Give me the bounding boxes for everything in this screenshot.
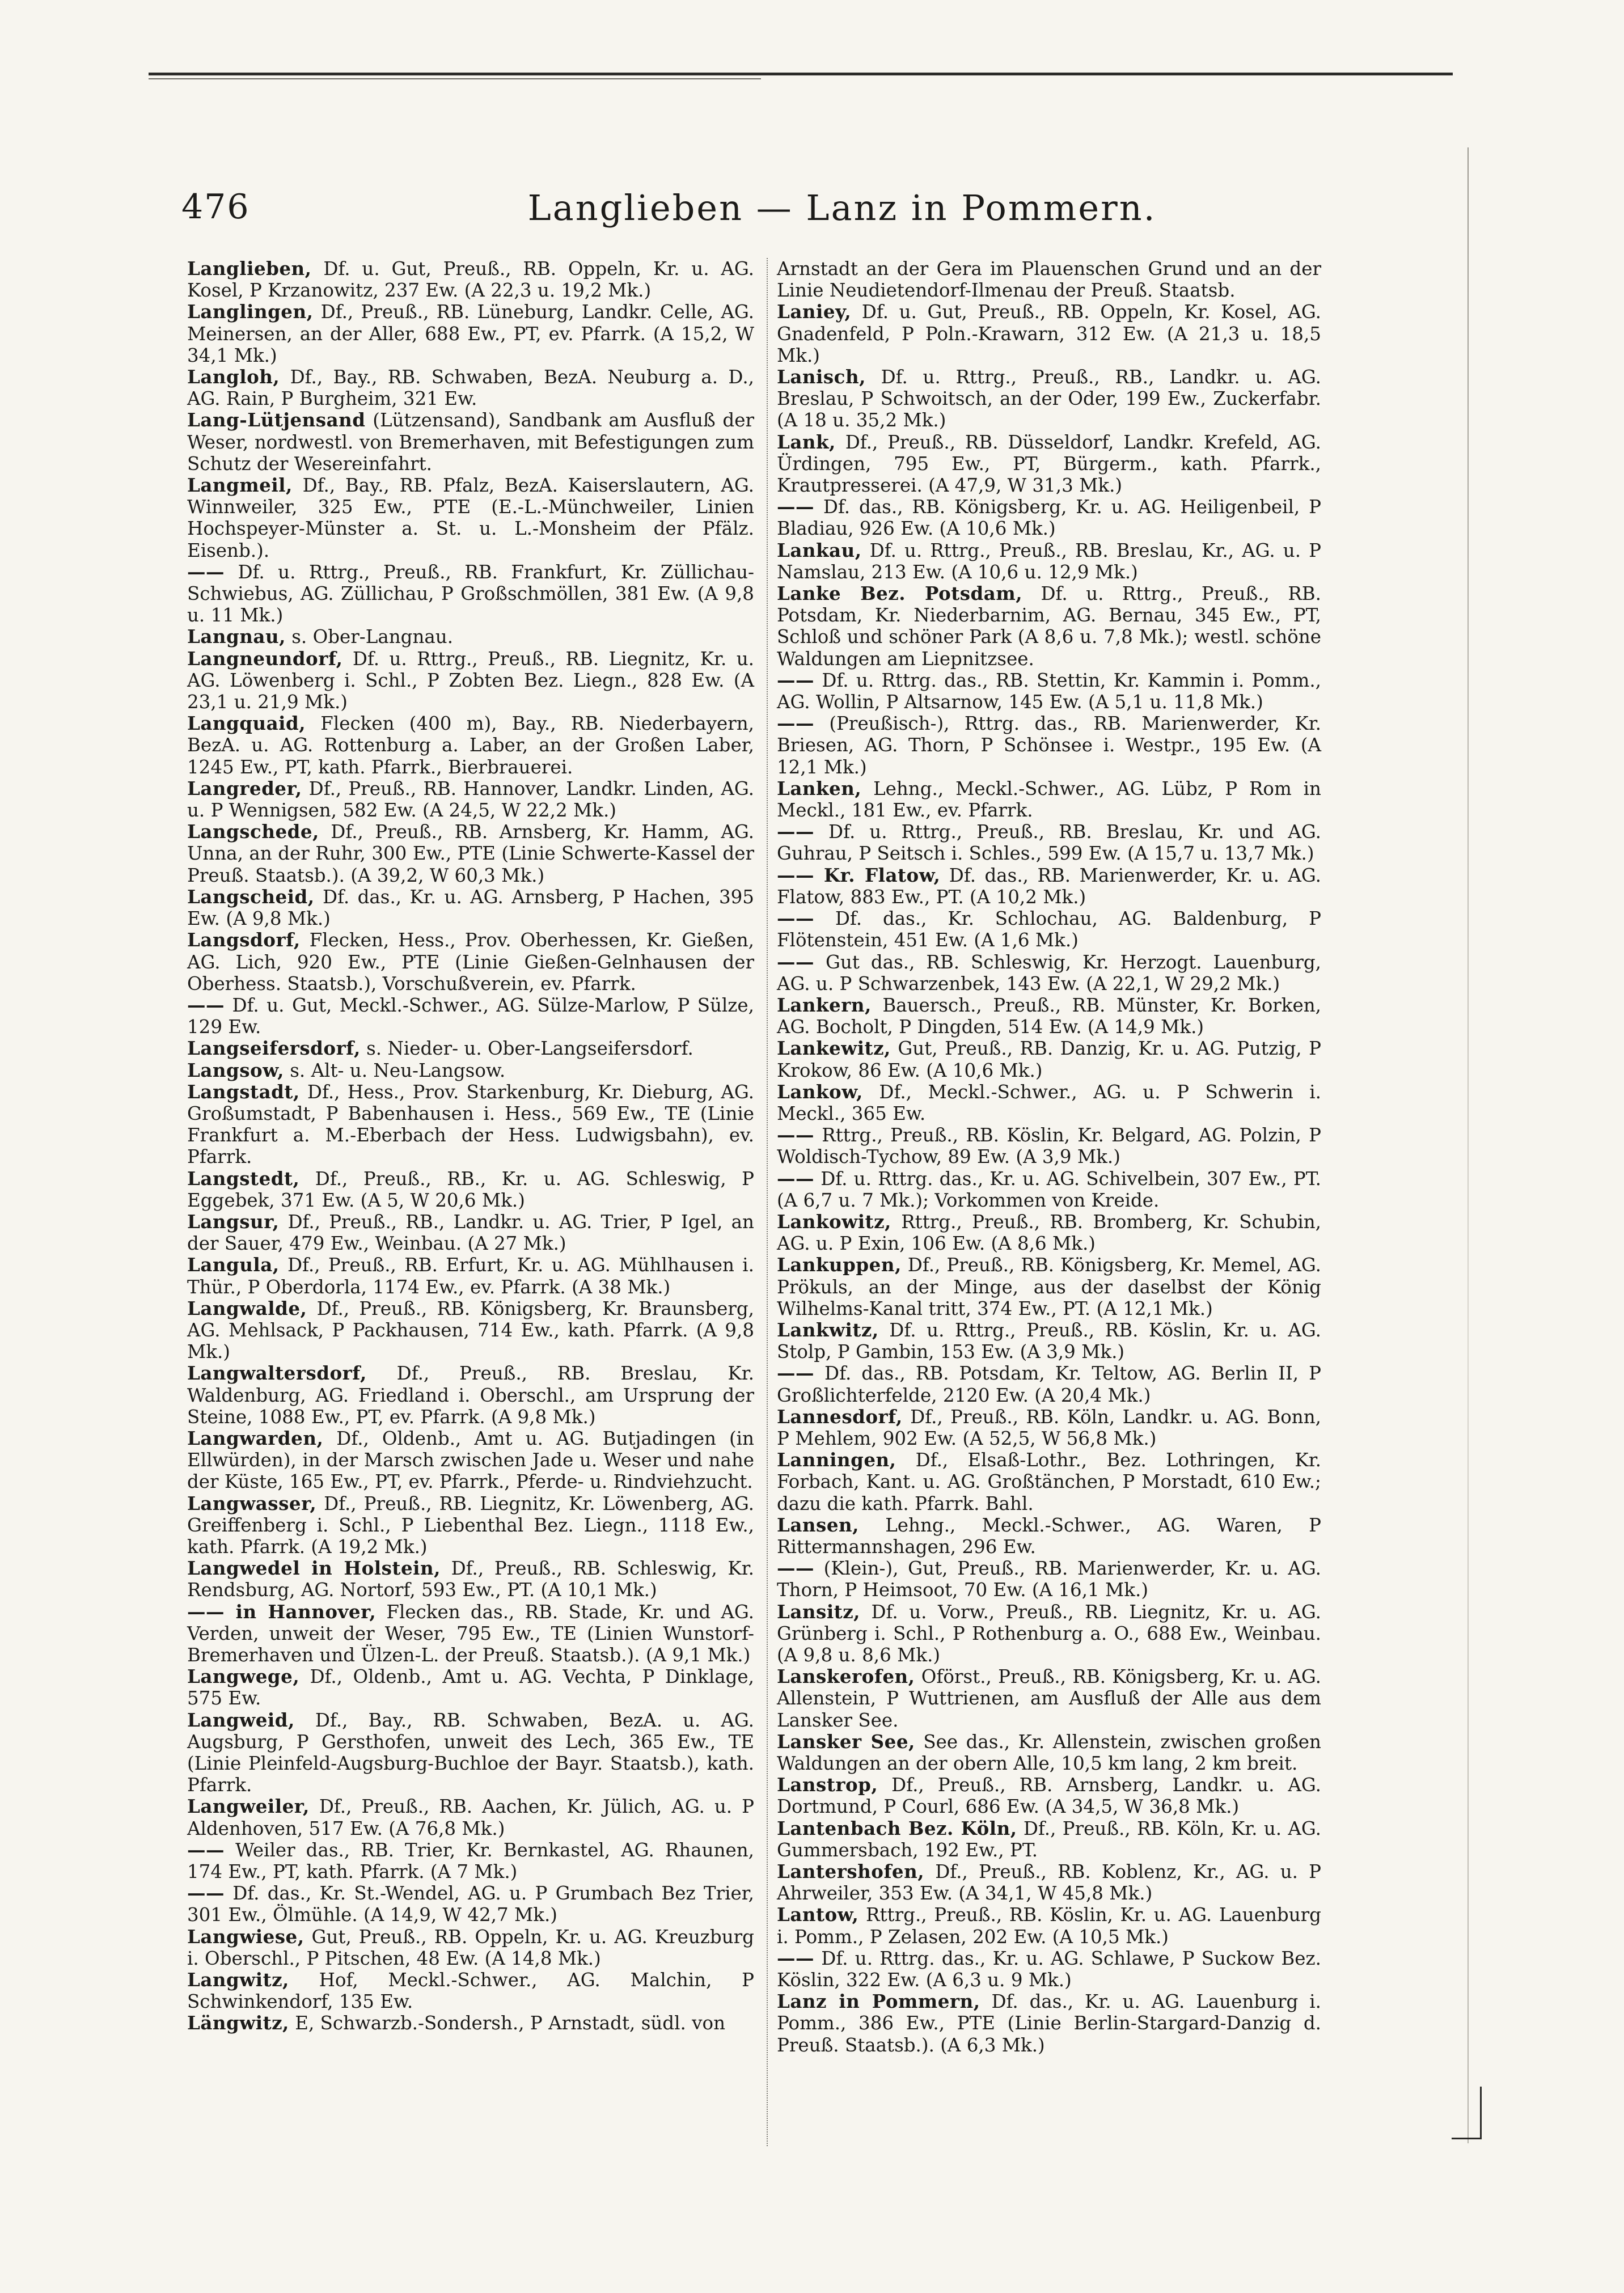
gazetteer-entry: [777, 1774, 1321, 1817]
gazetteer-entry: [187, 1666, 754, 1709]
entry-headword: Langweid,: [187, 1708, 295, 1731]
entry-text: Df. u. Rttrg., Preuß., RB. Liegnitz, Kr. u. AG. Löwenberg i. Schl., P Zobten Bez. Liegn., 828 Ew. (A 23,1 u. 21,9 Mk.): [187, 648, 754, 713]
gazetteer-entry: [777, 1363, 1321, 1406]
page-header: [181, 187, 1503, 232]
entry-headword: Langneundorf,: [187, 647, 343, 670]
gazetteer-entry: [187, 1839, 754, 1882]
entry-headword: Lanstrop,: [777, 1774, 878, 1796]
entry-text: Df., Preuß., RB. Aachen, Kr. Jülich, AG. u. P Aldenhoven, 517 Ew. (A 76,8 Mk.): [187, 1796, 754, 1839]
gazetteer-entry: [187, 1710, 754, 1796]
entry-text: Hof, Meckl.-Schwer., AG. Malchin, P Schwinkendorf, 135 Ew.: [187, 1969, 754, 2013]
entry-headword: Langlingen,: [187, 301, 314, 323]
top-rule-thin: [149, 78, 761, 79]
gazetteer-entry: [777, 1319, 1321, 1363]
entry-headword: Lanningen,: [777, 1449, 896, 1471]
entry-text: Flecken (400 m), Bay., RB. Niederbayern, BezA. u. AG. Rottenburg a. Laber, an der Großen Laber, 1245 Ew., PT, kath. Pfarrk., Bierbrauerei.: [187, 713, 754, 778]
gazetteer-entry: [187, 561, 754, 627]
entry-text: Df. u. Rttrg., Preuß., RB. Breslau, Kr. und AG. Guhrau, P Seitsch i. Schles., 599 Ew. (A 15,7 u. 13,7 Mk.): [777, 821, 1321, 865]
gazetteer-entry: [187, 1363, 754, 1428]
entry-text: Df., Preuß., RB. Arnsberg, Landkr. u. AG. Dortmund, P Courl, 686 Ew. (A 34,5, W 36,8 Mk.): [777, 1774, 1321, 1818]
entry-headword: Langlieben,: [187, 257, 312, 280]
top-rule: [149, 73, 1453, 75]
entry-headword: Langwitz,: [187, 1969, 289, 1991]
entry-text: Df., Preuß., RB. Hannover, Landkr. Linden, AG. u. P Wennigsen, 582 Ew. (A 24,5, W 22,2 Mk.): [187, 777, 754, 822]
entry-headword: Lanke Bez. Potsdam,: [777, 582, 1023, 605]
gazetteer-entry: [187, 366, 754, 409]
gazetteer-entry: [777, 1406, 1321, 1449]
entry-text: Df. das., RB. Königsberg, Kr. u. AG. Heiligenbeil, P Bladiau, 926 Ew. (A 10,6 Mk.): [777, 496, 1321, 540]
entry-headword: ——: [777, 712, 814, 735]
entry-text: Df. das., Kr. Schlochau, AG. Baldenburg, P Flötenstein, 451 Ew. (A 1,6 Mk.): [777, 908, 1321, 951]
gazetteer-entry: [187, 886, 754, 929]
entry-headword: Lantenbach Bez. Köln,: [777, 1817, 1017, 1839]
gazetteer-entry: [777, 1991, 1321, 2056]
gazetteer-entry: [777, 540, 1321, 583]
gazetteer-entry: [777, 1449, 1321, 1514]
entry-headword: Lankow,: [777, 1080, 863, 1103]
gazetteer-entry: [777, 366, 1321, 431]
entry-headword: Lantow,: [777, 1903, 859, 1926]
gazetteer-entry: [187, 2012, 754, 2034]
gazetteer-entry: [187, 1168, 754, 1211]
gazetteer-entry: [777, 1818, 1321, 1861]
entry-headword: Langweiler,: [187, 1795, 310, 1818]
entry-text: Df. das., Kr. u. AG. Lauenburg i. Pomm., 386 Ew., PTE (Linie Berlin-Stargard-Danzig d. Preuß. Staatsb.). (A 6,3 Mk.): [777, 1991, 1321, 2056]
gazetteer-entry: [187, 1298, 754, 1363]
entry-headword: Lankern,: [777, 993, 872, 1016]
gazetteer-entry: [187, 648, 754, 713]
entry-text: Df. u. Gut, Meckl.-Schwer., AG. Sülze-Marlow, P Sülze, 129 Ew.: [187, 994, 754, 1038]
entry-headword: Langwalde,: [187, 1297, 307, 1319]
gazetteer-entry: [777, 1666, 1321, 1731]
entry-headword: ——: [777, 950, 814, 973]
entry-text: Df. u. Gut, Preuß., RB. Oppeln, Kr. Kosel, AG. Gnadenfeld, P Poln.-Krawarn, 312 Ew. (A 21,3 u. 18,5 Mk.): [777, 301, 1321, 366]
entry-headword: Laniey,: [777, 301, 852, 323]
gazetteer-entry: [777, 865, 1321, 908]
gazetteer-entry: [777, 995, 1321, 1038]
entry-headword: ——: [777, 907, 814, 930]
gazetteer-entry: [777, 431, 1321, 497]
entry-text: Gut, Preuß., RB. Oppeln, Kr. u. AG. Kreuzburg i. Oberschl., P Pitschen, 48 Ew. (A 14,8 Mk.): [187, 1926, 754, 1969]
entry-headword: Langscheid,: [187, 885, 315, 908]
entry-text: Df., Bay., RB. Pfalz, BezA. Kaiserslautern, AG. Winnweiler, 325 Ew., PTE (E.-L.-Münchweiler, Linien Hochspeyer-Münster a. St. u. L.-Monsheim der Pfälz. Eisenb.).: [187, 475, 754, 561]
entry-headword: Lansker See,: [777, 1730, 915, 1753]
entry-text: Df., Bay., RB. Schwaben, BezA. u. AG. Augsburg, P Gersthofen, unweit des Lech, 365 Ew., TE (Linie Pleinfeld-Augsburg-Buchloe der Bayr. Staatsb.), kath. Pfarrk.: [187, 1709, 754, 1796]
entry-text: Gut das., RB. Schleswig, Kr. Herzogt. Lauenburg, AG. u. P Schwarzenbek, 143 Ew. (A 22,1, W 29,2 Mk.): [777, 951, 1321, 995]
entry-text: Df., Meckl.-Schwer., AG. u. P Schwerin i. Meckl., 365 Ew.: [777, 1081, 1321, 1124]
entry-headword: Längwitz,: [187, 2012, 289, 2034]
entry-text: Flecken, Hess., Prov. Oberhessen, Kr. Gießen, AG. Lich, 920 Ew., PTE (Linie Gießen-Gelnhausen der Oberhess. Staatsb.), Vorschußverein, ev. Pfarrk.: [187, 929, 754, 995]
entry-text: Df., Preuß., RB. Köln, Kr. u. AG. Gummersbach, 192 Ew., PT.: [777, 1817, 1321, 1861]
entry-text: Oförst., Preuß., RB. Königsberg, Kr. u. AG. Allenstein, P Wuttrienen, am Ausfluß der Alle aus dem Lansker See.: [777, 1666, 1321, 1731]
entry-headword: Lantershofen,: [777, 1860, 925, 1883]
entry-headword: Lankuppen,: [777, 1254, 902, 1276]
entry-headword: Lanisch,: [777, 366, 866, 388]
entry-headword: Langwasser,: [187, 1492, 317, 1514]
entry-text: Df. u. Vorw., Preuß., RB. Liegnitz, Kr. u. AG. Grünberg i. Schl., P Rothenburg a. O., 688 Ew., Weinbau. (A 9,8 u. 8,6 Mk.): [777, 1601, 1321, 1666]
entry-headword: ——: [777, 1947, 814, 1969]
entry-headword: Langseifersdorf,: [187, 1037, 361, 1060]
gazetteer-entry: [187, 409, 754, 475]
gazetteer-entry: [777, 1861, 1321, 1904]
entry-text: Df. das., RB. Potsdam, Kr. Teltow, AG. Berlin II, P Großlichterfelde, 2120 Ew. (A 20,4 Mk.): [777, 1363, 1321, 1406]
page-corner-mark: [1452, 2087, 1482, 2139]
gazetteer-entry: [187, 1060, 754, 1081]
gazetteer-entry: [777, 670, 1321, 713]
entry-headword: ——: [777, 1362, 814, 1385]
entry-text: Flecken das., RB. Stade, Kr. und AG. Verden, unweit der Weser, 795 Ew., TE (Linien Wunstorf-Bremerhaven und Ülzen-L. der Preuß. Staatsb.). (A 9,1 Mk.): [187, 1601, 754, 1666]
gazetteer-entry: [777, 1254, 1321, 1319]
gazetteer-entry: [187, 1038, 754, 1059]
entry-headword: Lanskerofen,: [777, 1665, 915, 1688]
entry-text: Df., Oldenb., Amt u. AG. Butjadingen (in Ellwürden), in der Marsch zwischen Jade u. Weser und nahe der Küste, 165 Ew., PT, ev. Pfarrk., Pferde- u. Rindviehzucht.: [187, 1427, 754, 1493]
gazetteer-entry: [777, 1168, 1321, 1211]
gazetteer-entry: [187, 1254, 754, 1297]
entry-text: Df., Preuß., RB. Schleswig, Kr. Rendsburg, AG. Nortorf, 593 Ew., PT. (A 10,1 Mk.): [187, 1558, 755, 1601]
entry-text: Arnstadt an der Gera im Plauenschen Grund und an der Linie Neudietendorf-Ilmenau der Preuß. Staatsb.: [777, 258, 1321, 302]
gazetteer-entry: [187, 475, 754, 561]
gazetteer-entry: [187, 1796, 754, 1839]
entry-text: Df., Preuß., RB. Köln, Landkr. u. AG. Bonn, P Mehlem, 902 Ew. (A 52,5, W 56,8 Mk.): [777, 1406, 1321, 1449]
entry-headword: Langwiese,: [187, 1925, 304, 1948]
gazetteer-entry: [777, 1904, 1321, 1947]
entry-text: Df. u. Rttrg., Preuß., RB. Potsdam, Kr. Niederbarnim, AG. Bernau, 345 Ew., PT, Schloß und schöner Park (A 8,6 u. 7,8 Mk.); westl. schöne Waldungen am Liepnitzsee.: [777, 583, 1321, 670]
entry-text: Bauersch., Preuß., RB. Münster, Kr. Borken, AG. Bocholt, P Dingden, 514 Ew. (A 14,9 Mk.): [777, 994, 1321, 1038]
gazetteer-entry: [777, 951, 1321, 995]
entry-text: s. Nieder- u. Ober-Langseifersdorf.: [366, 1038, 693, 1060]
entry-headword: Langsow,: [187, 1059, 284, 1081]
gazetteer-entry: [187, 1428, 754, 1493]
gazetteer-entry: [187, 778, 754, 821]
entry-headword: ——: [777, 1167, 814, 1190]
gazetteer-entry: [777, 1124, 1321, 1167]
entry-headword: Langwarden,: [187, 1427, 324, 1449]
entry-text: Gut, Preuß., RB. Danzig, Kr. u. AG. Putzig, P Krokow, 86 Ew. (A 10,6 Mk.): [777, 1038, 1321, 1081]
entry-headword: Lansen,: [777, 1513, 859, 1536]
entry-text: Df., Preuß., RB. Erfurt, Kr. u. AG. Mühlhausen i. Thür., P Oberdorla, 1174 Ew., ev. Pfarrk. (A 38 Mk.): [187, 1254, 754, 1298]
entry-headword: Lankwitz,: [777, 1318, 879, 1341]
entry-headword: ——: [777, 1557, 814, 1580]
entry-text: Df. das., RB. Marienwerder, Kr. u. AG. Flatow, 883 Ew., PT. (A 10,2 Mk.): [777, 864, 1321, 908]
entry-text: Df., Preuß., RB. Liegnitz, Kr. Löwenberg, AG. Greiffenberg i. Schl., P Liebenthal Bez. Liegn., 1118 Ew., kath. Pfarrk. (A 19,2 Mk.): [187, 1492, 754, 1558]
entry-text: Df., Preuß., RB. Lüneburg, Landkr. Celle, AG. Meinersen, an der Aller, 688 Ew., PT, ev. Pfarrk. (A 15,2, W 34,1 Mk.): [187, 301, 754, 366]
gazetteer-entry: [777, 583, 1321, 670]
gazetteer-entry: [777, 908, 1321, 951]
gazetteer-entry: [187, 1969, 754, 2012]
entry-text: Df. u. Rttrg., Preuß., RB. Köslin, Kr. u. AG. Stolp, P Gambin, 153 Ew. (A 3,9 Mk.): [777, 1319, 1321, 1363]
gazetteer-entry: [777, 1038, 1321, 1081]
gazetteer-entry: [187, 929, 754, 995]
entry-headword: ——: [777, 820, 814, 843]
gazetteer-entry: [777, 1558, 1321, 1601]
entry-headword: Langwaltersdorf,: [187, 1362, 367, 1385]
gazetteer-entry: [777, 301, 1321, 366]
entry-headword: Lang-Lütjensand: [187, 409, 366, 431]
gazetteer-entry: [187, 1601, 754, 1666]
entry-text: E, Schwarzb.-Sondersh., P Arnstadt, südl. von: [295, 2012, 726, 2034]
gazetteer-entry: [187, 1558, 754, 1601]
gazetteer-entry: [777, 496, 1321, 539]
entry-text: Df. u. Rttrg. das., Kr. u. AG. Schivelbein, 307 Ew., PT. (A 6,7 u. 7 Mk.); Vorkommen von Kreide.: [777, 1167, 1321, 1211]
entry-headword: Langula,: [187, 1254, 280, 1276]
page-number: 476: [181, 187, 250, 227]
gazetteer-entry: [187, 995, 754, 1038]
entry-text: Df., Hess., Prov. Starkenburg, Kr. Dieburg, AG. Großumstadt, P Babenhausen i. Hess., 569 Ew., TE (Linie Frankfurt a. M.-Eberbach der Hess. Ludwigsbahn), ev. Pfarrk.: [187, 1081, 755, 1168]
entry-text: Df. das., Kr. St.-Wendel, AG. u. P Grumbach Bez Trier, 301 Ew., Ölmühle. (A 14,9, W 42,7 Mk.): [187, 1882, 754, 1926]
entry-text: Rttrg., Preuß., RB. Bromberg, Kr. Schubin, AG. u. P Exin, 106 Ew. (A 8,6 Mk.): [777, 1211, 1321, 1255]
entry-headword: Langreder,: [187, 777, 302, 799]
entry-headword: Lanz in Pommern,: [777, 1990, 980, 2013]
gazetteer-entry: [777, 778, 1321, 821]
gazetteer-entry: [777, 1948, 1321, 1991]
column-divider: [767, 258, 768, 2146]
entry-headword: Langstadt,: [187, 1080, 300, 1103]
entry-text: Df. u. Rttrg., Preuß., RB. Frankfurt, Kr. Züllichau-Schwiebus, AG. Züllichau, P Großschmöllen, 381 Ew. (A 9,8 u. 11 Mk.): [187, 561, 754, 627]
entry-headword: Langsur,: [187, 1210, 280, 1233]
entry-text: Df., Preuß., RB. Königsberg, Kr. Memel, AG. Prökuls, an der Minge, aus der daselbst der König Wilhelms-Kanal tritt, 374 Ew., PT. (A 12,1 Mk.): [777, 1254, 1321, 1319]
entry-text: Df., Preuß., RB. Arnsberg, Kr. Hamm, AG. Unna, an der Ruhr, 300 Ew., PTE (Linie Schwerte-Kassel der Preuß. Staatsb.). (A 39,2, W 60,3 Mk.): [187, 821, 754, 886]
entry-headword: Langstedt,: [187, 1167, 300, 1190]
entry-text: (Klein-), Gut, Preuß., RB. Marienwerder, Kr. u. AG. Thorn, P Heimsoot, 70 Ew. (A 16,1 Mk.): [777, 1558, 1321, 1601]
entry-text: s. Alt- u. Neu-Langsow.: [290, 1059, 506, 1081]
entry-text: Df., Preuß., RB. Düsseldorf, Landkr. Krefeld, AG. Ürdingen, 795 Ew., PT, Bürgerm., kath. Pfarrk., Krautpresserei. (A 47,9, W 31,3 Mk.): [777, 431, 1321, 497]
entry-headword: Langmeil,: [187, 474, 293, 497]
entry-headword: Lank,: [777, 430, 836, 453]
entry-text: Rttrg., Preuß., RB. Köslin, Kr. Belgard, AG. Polzin, P Woldisch-Tychow, 89 Ew. (A 3,9 Mk.): [777, 1124, 1321, 1168]
gazetteer-entry: [187, 1081, 754, 1168]
entry-headword: Langwedel in Holstein,: [187, 1557, 441, 1580]
entry-text: Weiler das., RB. Trier, Kr. Bernkastel, AG. Rhaunen, 174 Ew., PT, kath. Pfarrk. (A 7 Mk.): [187, 1839, 754, 1883]
entry-headword: Langnau,: [187, 625, 286, 648]
gazetteer-entry: [777, 821, 1321, 864]
gazetteer-entry: [187, 258, 754, 301]
entry-text: Lehng., Meckl.-Schwer., AG. Lübz, P Rom in Meckl., 181 Ew., ev. Pfarrk.: [777, 777, 1321, 822]
entry-text: (Preußisch-), Rttrg. das., RB. Marienwerder, Kr. Briesen, AG. Thorn, P Schönsee i. Westpr., 195 Ew. (A 12,1 Mk.): [777, 713, 1321, 778]
entry-headword: ——: [777, 1124, 814, 1146]
entry-text: Df. u. Rttrg., Preuß., RB. Breslau, Kr., AG. u. P Namslau, 213 Ew. (A 10,6 u. 12,9 Mk.): [777, 539, 1321, 583]
gazetteer-entry: [187, 1882, 754, 1926]
gazetteer-entry: [187, 626, 754, 648]
right-column: [777, 258, 1321, 2056]
entry-text: Df., Bay., RB. Schwaben, BezA. Neuburg a. D., AG. Rain, P Burgheim, 321 Ew.: [187, 366, 754, 410]
entry-headword: —— Kr. Flatow,: [777, 864, 941, 886]
gazetteer-entry: [777, 1731, 1321, 1774]
gazetteer-entry: [777, 1514, 1321, 1558]
gazetteer-entry: [777, 713, 1321, 778]
entry-text: Df. u. Gut, Preuß., RB. Oppeln, Kr. u. AG. Kosel, P Krzanowitz, 237 Ew. (A 22,3 u. 19,2 Mk.): [187, 258, 754, 302]
entry-headword: —— in Hannover,: [187, 1600, 377, 1623]
right-edge-rule: [1467, 147, 1469, 2143]
entry-headword: ——: [777, 496, 814, 518]
entry-text: Df. u. Rttrg. das., RB. Stettin, Kr. Kammin i. Pomm., AG. Wollin, P Altsarnow, 145 Ew. (A 5,1 u. 11,8 Mk.): [777, 669, 1321, 713]
gazetteer-entry: [187, 713, 754, 778]
entry-text: Df., Preuß., RB., Kr. u. AG. Schleswig, P Eggebek, 371 Ew. (A 5, W 20,6 Mk.): [187, 1167, 754, 1211]
left-column: [187, 258, 754, 2034]
gazetteer-entry: [187, 1926, 754, 1969]
entry-text: Df., Preuß., RB. Breslau, Kr. Waldenburg, AG. Friedland i. Oberschl., am Ursprung der Steine, 1088 Ew., PT, ev. Pfarrk. (A 9,8 Mk.): [187, 1363, 754, 1428]
gazetteer-entry: [777, 258, 1321, 301]
entry-text: Df., Oldenb., Amt u. AG. Vechta, P Dinklage, 575 Ew.: [187, 1666, 754, 1710]
entry-text: Rttrg., Preuß., RB. Köslin, Kr. u. AG. Lauenburg i. Pomm., P Zelasen, 202 Ew. (A 10,5 Mk.): [777, 1904, 1321, 1948]
entry-text: (Lützensand), Sandbank am Ausfluß der Weser, nordwestl. von Bremerhaven, mit Befestigungen zum Schutz der Wesereinfahrt.: [187, 409, 754, 475]
entry-headword: ——: [187, 560, 225, 583]
gazetteer-entry: [187, 301, 754, 366]
entry-headword: Lannesdorf,: [777, 1405, 903, 1428]
entry-text: Df., Preuß., RB. Königsberg, Kr. Braunsberg, AG. Mehlsack, P Packhausen, 714 Ew., kath. Pfarrk. (A 9,8 Mk.): [187, 1297, 754, 1363]
entry-headword: Lansitz,: [777, 1600, 860, 1623]
entry-headword: ——: [187, 1882, 225, 1905]
entry-headword: Lankowitz,: [777, 1210, 891, 1233]
gazetteer-entry: [187, 1493, 754, 1558]
entry-text: See das., Kr. Allenstein, zwischen großen Waldungen an der obern Alle, 10,5 km lang, 2 km breit.: [777, 1731, 1321, 1775]
entry-headword: ——: [187, 1838, 225, 1861]
running-title: Langlieben — Lanz in Pommern.: [527, 187, 1157, 229]
entry-headword: Langquaid,: [187, 712, 306, 735]
entry-text: Df. u. Rttrg. das., Kr. u. AG. Schlawe, P Suckow Bez. Köslin, 322 Ew. (A 6,3 u. 9 Mk.): [777, 1947, 1321, 1991]
entry-headword: Langloh,: [187, 366, 280, 388]
gazetteer-entry: [187, 821, 754, 886]
entry-headword: ——: [777, 669, 814, 691]
entry-headword: Langsdorf,: [187, 929, 301, 951]
gazetteer-entry: [777, 1081, 1321, 1124]
entry-text: Df., Elsaß-Lothr., Bez. Lothringen, Kr. Forbach, Kant. u. AG. Großtänchen, P Morstadt, 610 Ew.; dazu die kath. Pfarrk. Bahl.: [777, 1449, 1321, 1514]
entry-text: Lehng., Meckl.-Schwer., AG. Waren, P Rittermannshagen, 296 Ew.: [777, 1514, 1321, 1558]
entry-text: Df. u. Rttrg., Preuß., RB., Landkr. u. AG. Breslau, P Schwoitsch, an der Oder, 199 Ew., Zuckerfabr. (A 18 u. 35,2 Mk.): [777, 366, 1321, 431]
entry-text: Df. das., Kr. u. AG. Arnsberg, P Hachen, 395 Ew. (A 9,8 Mk.): [187, 886, 754, 930]
entry-headword: Langwege,: [187, 1665, 300, 1688]
entry-headword: ——: [187, 993, 225, 1016]
entry-headword: Langschede,: [187, 820, 319, 843]
entry-headword: Lankau,: [777, 539, 862, 561]
entry-text: Df., Preuß., RB. Koblenz, Kr., AG. u. P Ahrweiler, 353 Ew. (A 34,1, W 45,8 Mk.): [777, 1861, 1321, 1905]
entry-text: Df., Preuß., RB., Landkr. u. AG. Trier, P Igel, an der Sauer, 479 Ew., Weinbau. (A 27 Mk.): [187, 1211, 754, 1255]
gazetteer-entry: [777, 1211, 1321, 1254]
gazetteer-entry: [187, 1211, 754, 1254]
entry-text: s. Ober-Langnau.: [291, 626, 454, 648]
entry-headword: Lankewitz,: [777, 1037, 891, 1060]
gazetteer-entry: [777, 1601, 1321, 1666]
entry-headword: Lanken,: [777, 777, 862, 799]
